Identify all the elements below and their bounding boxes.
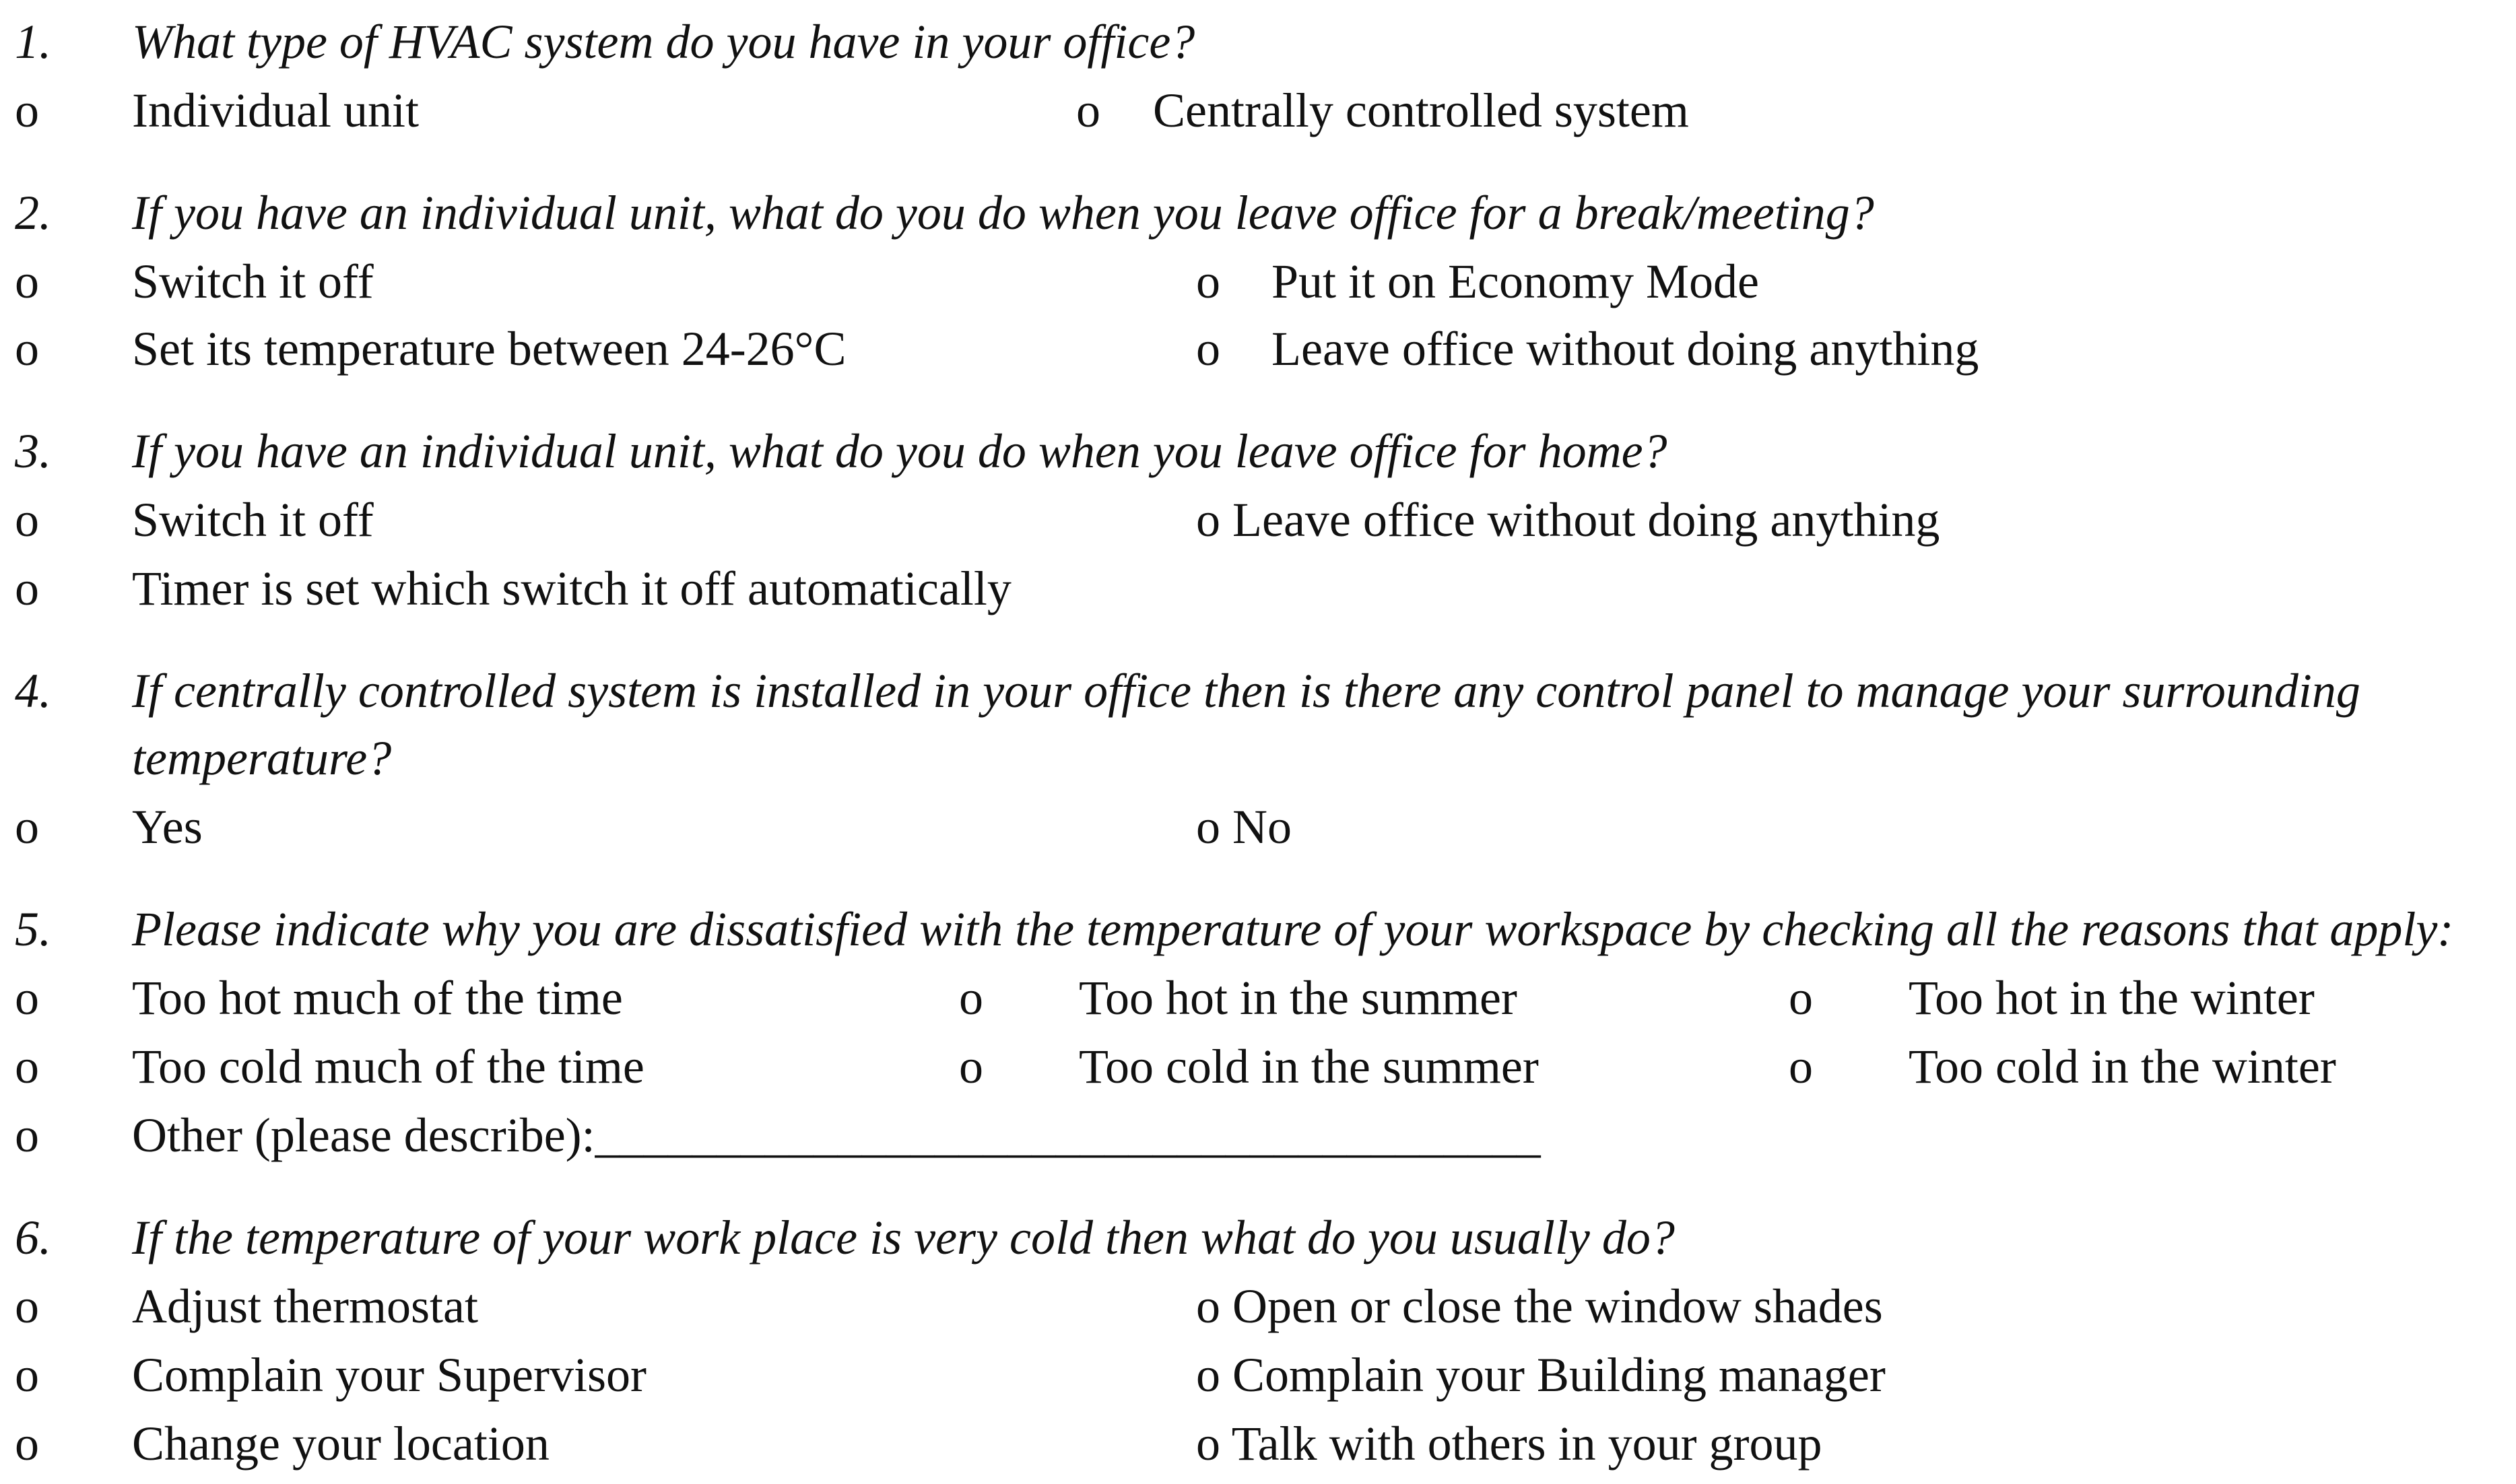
option-bullet[interactable]: o — [1196, 255, 1220, 308]
q1-option-individual-unit: Individual unit — [132, 83, 419, 137]
question-2-text: If you have an individual unit, what do you do when you leave office for a break/meeting? — [132, 186, 1874, 240]
question-4-number: 4. — [15, 664, 51, 718]
option-bullet[interactable]: o — [15, 255, 39, 308]
question-5-text: Please indicate why you are dissatisfied with the temperature of your workspace by checking all the reasons that apply: — [132, 902, 2454, 956]
q6-option-adjust-thermostat: Adjust thermostat — [132, 1279, 478, 1333]
q2-option-switch-off: Switch it off — [132, 255, 374, 308]
option-bullet[interactable]: o — [1076, 83, 1100, 137]
q4-option-no[interactable]: o No — [1196, 800, 1292, 854]
q6-option-complain-building-manager[interactable]: o Complain your Building manager — [1196, 1348, 1886, 1402]
option-bullet[interactable]: o — [15, 971, 39, 1025]
q5-option-too-hot-winter: Too hot in the winter — [1909, 971, 2315, 1025]
question-4-text-line1: If centrally controlled system is installed in your office then is there any control panel to manage your surrounding — [132, 664, 2360, 718]
q2-option-economy-mode: Put it on Economy Mode — [1271, 255, 1759, 308]
option-bullet[interactable]: o — [15, 1108, 39, 1162]
question-6-text: If the temperature of your work place is very cold then what do you usually do? — [132, 1211, 1675, 1264]
option-bullet[interactable]: o — [15, 1040, 39, 1093]
question-2-number: 2. — [15, 186, 51, 240]
q5-option-too-cold-winter: Too cold in the winter — [1909, 1040, 2336, 1093]
q1-option-centrally-controlled: Centrally controlled system — [1153, 83, 1689, 137]
question-3-number: 3. — [15, 424, 51, 478]
option-bullet[interactable]: o — [15, 1348, 39, 1402]
option-bullet[interactable]: o — [15, 1279, 39, 1333]
question-1-text: What type of HVAC system do you have in your office? — [132, 15, 1195, 69]
q5-option-other[interactable]: Other (please describe):_______________________________________ — [132, 1108, 1541, 1162]
question-4-text-line2: temperature? — [132, 731, 392, 785]
question-3-text: If you have an individual unit, what do you do when you leave office for home? — [132, 424, 1667, 478]
q3-option-switch-off: Switch it off — [132, 493, 374, 547]
option-bullet[interactable]: o — [15, 83, 39, 137]
option-bullet[interactable]: o — [1789, 971, 1813, 1025]
q3-option-timer: Timer is set which switch it off automatically — [132, 562, 1012, 615]
q2-option-leave-office: Leave office without doing anything — [1271, 322, 1979, 376]
question-6-number: 6. — [15, 1211, 51, 1264]
q2-option-set-temperature: Set its temperature between 24-26°C — [132, 322, 847, 376]
option-bullet[interactable]: o — [15, 322, 39, 376]
question-1-number: 1. — [15, 15, 51, 69]
q4-option-yes: Yes — [132, 800, 203, 854]
option-bullet[interactable]: o — [15, 493, 39, 547]
option-bullet[interactable]: o — [15, 1417, 39, 1471]
option-bullet[interactable]: o — [15, 800, 39, 854]
option-bullet[interactable]: o — [1789, 1040, 1813, 1093]
q5-option-too-hot-much: Too hot much of the time — [132, 971, 623, 1025]
q3-option-leave-office[interactable]: o Leave office without doing anything — [1196, 493, 1940, 547]
q6-option-complain-supervisor: Complain your Supervisor — [132, 1348, 647, 1402]
question-5-number: 5. — [15, 902, 51, 956]
option-bullet[interactable]: o — [1196, 322, 1220, 376]
q6-option-change-location: Change your location — [132, 1417, 550, 1471]
q5-option-too-cold-summer: Too cold in the summer — [1079, 1040, 1539, 1093]
q6-option-window-shades[interactable]: o Open or close the window shades — [1196, 1279, 1883, 1333]
option-bullet[interactable]: o — [959, 1040, 983, 1093]
q6-option-talk-with-others[interactable]: o Talk with others in your group — [1196, 1417, 1822, 1471]
q5-option-too-hot-summer: Too hot in the summer — [1079, 971, 1517, 1025]
option-bullet[interactable]: o — [15, 562, 39, 615]
option-bullet[interactable]: o — [959, 971, 983, 1025]
q5-option-too-cold-much: Too cold much of the time — [132, 1040, 644, 1093]
